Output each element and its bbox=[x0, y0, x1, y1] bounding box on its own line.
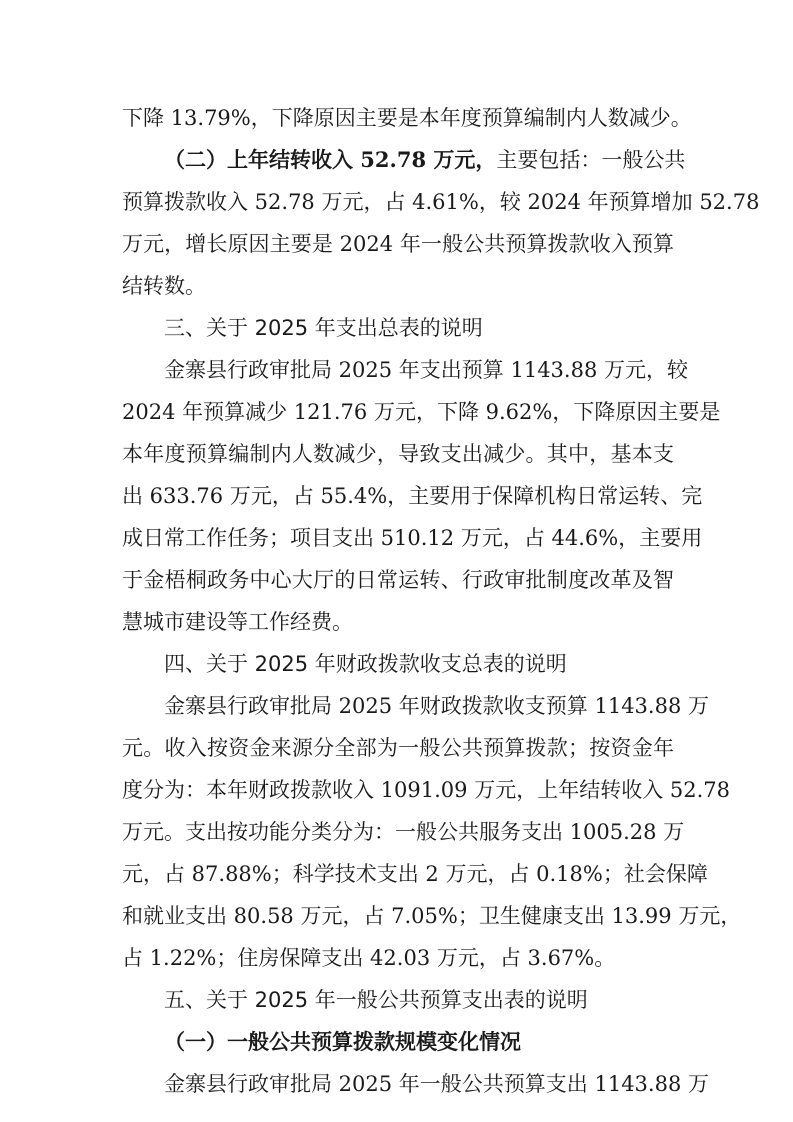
inline-text: 主要包括：一般公共 bbox=[496, 148, 686, 172]
subsection-heading: （一）一般公共预算拨款规模变化情况 bbox=[164, 1029, 521, 1054]
paragraph-line: 慧城市建设等工作经费。 bbox=[122, 610, 353, 634]
paragraph-line: 占 1.22%；住房保障支出 42.03 万元，占 3.67%。 bbox=[122, 946, 616, 970]
section-heading: 五、关于 2025 年一般公共预算支出表的说明 bbox=[164, 988, 588, 1012]
paragraph-line: 万元，增长原因主要是 2024 年一般公共预算拨款收入预算 bbox=[122, 232, 674, 256]
paragraph-line: 元。收入按资金来源分全部为一般公共预算拨款；按资金年 bbox=[122, 736, 674, 760]
paragraph-line: 和就业支出 80.58 万元，占 7.05%；卫生健康支出 13.99 万元， bbox=[122, 904, 742, 928]
inline-bold-heading: （二）上年结转收入 52.78 万元， bbox=[164, 147, 497, 172]
paragraph-line: 元，占 87.88%；科学技术支出 2 万元，占 0.18%；社会保障 bbox=[122, 862, 708, 886]
paragraph-line: 结转数。 bbox=[122, 274, 206, 298]
paragraph-line: 本年度预算编制内人数减少，导致支出减少。其中，基本支 bbox=[122, 442, 674, 466]
paragraph-line: 度分为：本年财政拨款收入 1091.09 万元，上年结转收入 52.78 bbox=[122, 778, 730, 802]
paragraph-first-line: 金寨县行政审批局 2025 年支出预算 1143.88 万元，较 bbox=[164, 358, 688, 382]
paragraph-first-line: 金寨县行政审批局 2025 年财政拨款收支预算 1143.88 万 bbox=[164, 694, 709, 718]
paragraph-line: 下降 13.79%，下降原因主要是本年度预算编制内人数减少。 bbox=[122, 106, 692, 130]
paragraph-first-line bbox=[164, 138, 686, 182]
paragraph-line: 于金梧桐政务中心大厅的日常运转、行政审批制度改革及智 bbox=[122, 568, 674, 592]
section-heading: 四、关于 2025 年财政拨款收支总表的说明 bbox=[164, 652, 567, 676]
paragraph-line: 万元。支出按功能分类分为：一般公共服务支出 1005.28 万 bbox=[122, 820, 685, 844]
paragraph-line: 成日常工作任务；项目支出 510.12 万元，占 44.6%，主要用 bbox=[122, 526, 703, 550]
paragraph-first-line: 金寨县行政审批局 2025 年一般公共预算支出 1143.88 万 bbox=[164, 1072, 709, 1096]
paragraph-line: 预算拨款收入 52.78 万元，占 4.61%，较 2024 年预算增加 52.78 bbox=[122, 190, 760, 214]
paragraph-line: 2024 年预算减少 121.76 万元，下降 9.62%，下降原因主要是 bbox=[122, 400, 721, 424]
section-heading: 三、关于 2025 年支出总表的说明 bbox=[164, 316, 483, 340]
paragraph-line: 出 633.76 万元，占 55.4%，主要用于保障机构日常运转、完 bbox=[122, 484, 703, 508]
